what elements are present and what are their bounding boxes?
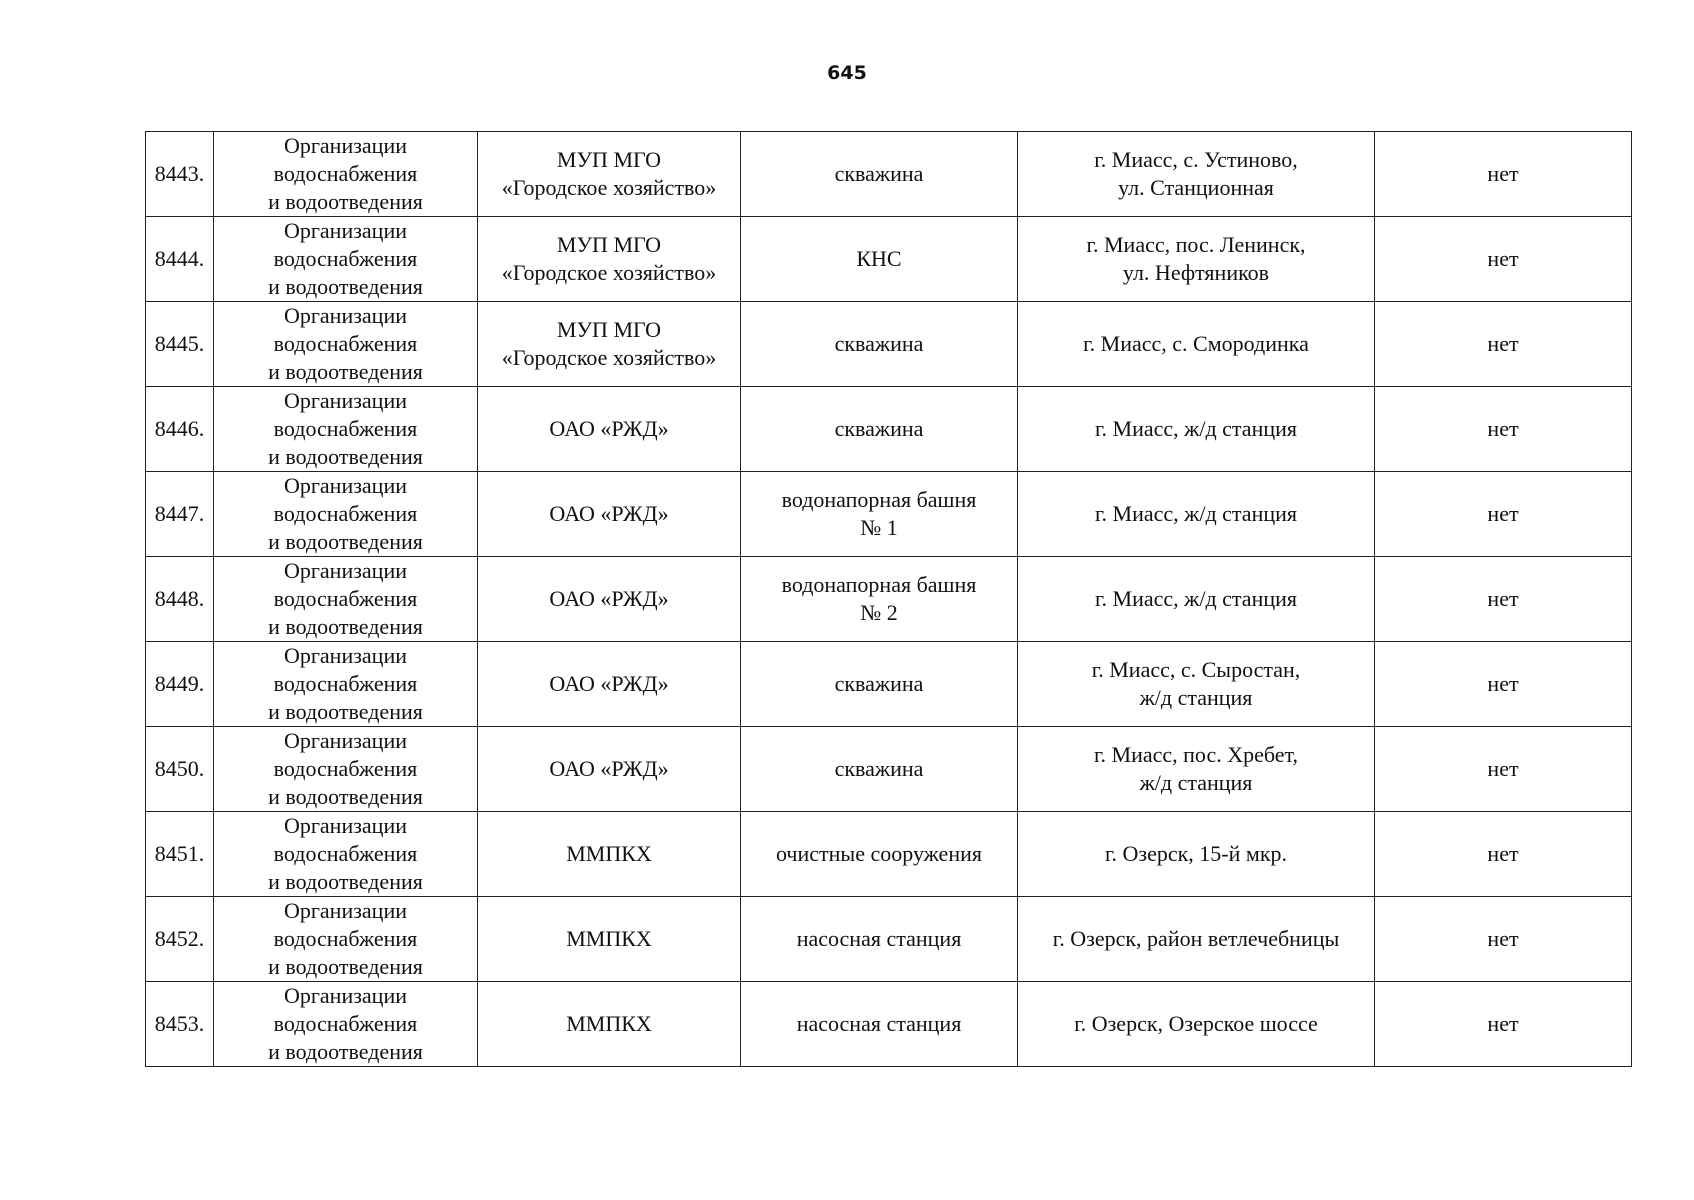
row-address: г. Миасс, пос. Ленинск, ул. Нефтяников [1018,217,1375,302]
row-address: г. Миасс, с. Устиново, ул. Станционная [1018,132,1375,217]
row-number: 8450. [146,727,214,812]
row-address: г. Миасс, с. Смородинка [1018,302,1375,387]
table-row [146,472,1632,557]
row-organization: ММПКХ [478,982,741,1067]
table-row [146,217,1632,302]
row-number: 8445. [146,302,214,387]
row-status: нет [1375,982,1632,1067]
row-category: Организации водоснабжения и водоотведения [214,302,478,387]
row-address: г. Озерск, Озерское шоссе [1018,982,1375,1067]
row-address: г. Миасс, ж/д станция [1018,387,1375,472]
row-object: скважина [741,387,1018,472]
row-status: нет [1375,812,1632,897]
row-number: 8447. [146,472,214,557]
row-category: Организации водоснабжения и водоотведения [214,727,478,812]
row-object: скважина [741,642,1018,727]
row-address: г. Озерск, 15-й мкр. [1018,812,1375,897]
row-organization: ОАО «РЖД» [478,557,741,642]
row-organization: ОАО «РЖД» [478,472,741,557]
table-row [146,302,1632,387]
row-object: водонапорная башня № 1 [741,472,1018,557]
row-address: г. Миасс, ж/д станция [1018,472,1375,557]
row-number: 8449. [146,642,214,727]
row-organization: МУП МГО «Городское хозяйство» [478,302,741,387]
page-number: 645 [827,62,867,84]
table-body [146,132,1632,1067]
table-row [146,727,1632,812]
row-object: КНС [741,217,1018,302]
row-status: нет [1375,217,1632,302]
row-address: г. Миасс, с. Сыростан, ж/д станция [1018,642,1375,727]
row-object: скважина [741,302,1018,387]
table-row [146,642,1632,727]
row-category: Организации водоснабжения и водоотведения [214,897,478,982]
row-object: насосная станция [741,982,1018,1067]
row-status: нет [1375,557,1632,642]
row-object: скважина [741,727,1018,812]
table-row [146,897,1632,982]
row-number: 8448. [146,557,214,642]
row-number: 8443. [146,132,214,217]
row-category: Организации водоснабжения и водоотведения [214,557,478,642]
row-number: 8453. [146,982,214,1067]
row-category: Организации водоснабжения и водоотведения [214,217,478,302]
row-number: 8444. [146,217,214,302]
row-status: нет [1375,132,1632,217]
row-number: 8451. [146,812,214,897]
row-organization: МУП МГО «Городское хозяйство» [478,217,741,302]
row-address: г. Озерск, район ветлечебницы [1018,897,1375,982]
row-status: нет [1375,642,1632,727]
table-row [146,387,1632,472]
row-object: очистные сооружения [741,812,1018,897]
table-row [146,132,1632,217]
registry-table [145,131,1632,1067]
row-address: г. Миасс, ж/д станция [1018,557,1375,642]
row-category: Организации водоснабжения и водоотведения [214,472,478,557]
table-row [146,982,1632,1067]
row-status: нет [1375,727,1632,812]
row-category: Организации водоснабжения и водоотведения [214,387,478,472]
row-status: нет [1375,472,1632,557]
row-object: насосная станция [741,897,1018,982]
row-status: нет [1375,302,1632,387]
row-status: нет [1375,387,1632,472]
row-address: г. Миасс, пос. Хребет, ж/д станция [1018,727,1375,812]
row-organization: ОАО «РЖД» [478,387,741,472]
row-status: нет [1375,897,1632,982]
table-row [146,812,1632,897]
row-category: Организации водоснабжения и водоотведения [214,642,478,727]
row-category: Организации водоснабжения и водоотведения [214,812,478,897]
row-organization: ОАО «РЖД» [478,642,741,727]
row-category: Организации водоснабжения и водоотведения [214,982,478,1067]
row-category: Организации водоснабжения и водоотведения [214,132,478,217]
row-organization: ММПКХ [478,812,741,897]
row-object: водонапорная башня № 2 [741,557,1018,642]
row-organization: МУП МГО «Городское хозяйство» [478,132,741,217]
row-number: 8446. [146,387,214,472]
row-organization: ММПКХ [478,897,741,982]
row-object: скважина [741,132,1018,217]
row-organization: ОАО «РЖД» [478,727,741,812]
row-number: 8452. [146,897,214,982]
table-row [146,557,1632,642]
